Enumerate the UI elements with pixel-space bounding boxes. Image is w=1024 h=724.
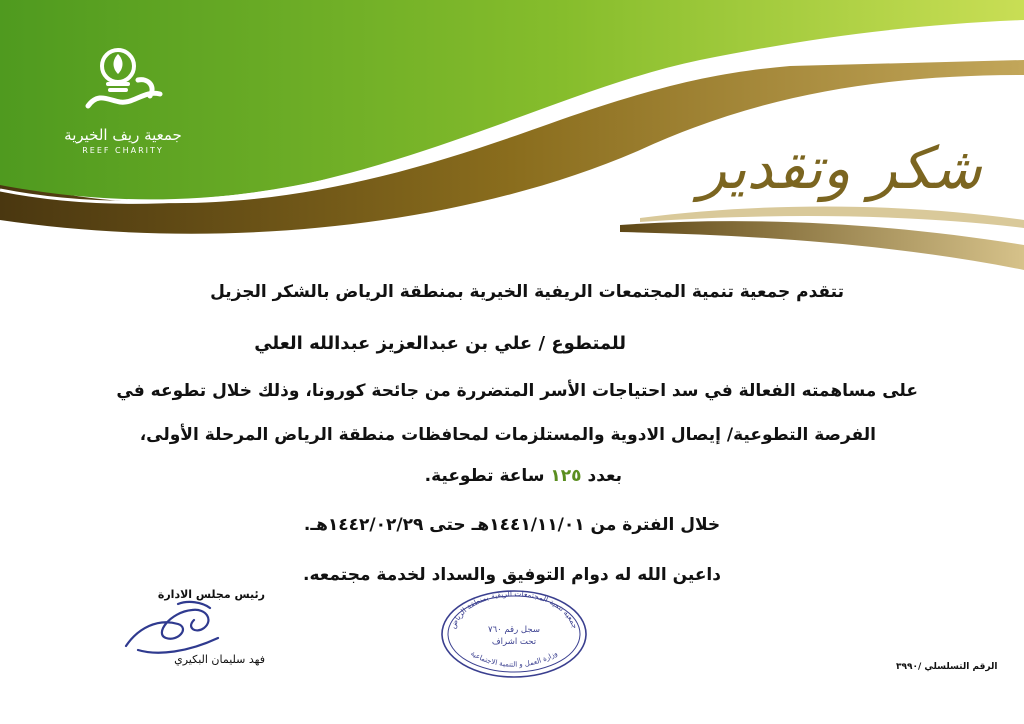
hours-prefix: بعدد	[587, 466, 622, 486]
stamp-supervision: تحت اشراف	[491, 637, 537, 647]
certificate-title: شكر وتقدير	[698, 134, 982, 202]
stamp-ministry-text: وزارة العمل و التنمية الاجتماعية	[469, 649, 559, 669]
opportunity-name: إيصال الادوية والمستلزمات لمحافظات منطقة الرياض المرحلة الأولى،	[139, 425, 721, 445]
recipient-prefix: للمتطوع /	[538, 333, 626, 354]
contribution-text: على مساهمته الفعالة في سد احتياجات الأسر المتضررة من جائحة كورونا، وذلك خلال تطوعه في	[116, 381, 918, 401]
stamp-registration: سجل رقم ٧٦٠	[488, 625, 540, 635]
stamp-ring-text: جمعية تنمية المجتمعات الريفية بمنطقة الرياض	[448, 588, 580, 630]
logo-arabic-name: جمعية ريف الخيرية	[64, 126, 182, 144]
handwritten-signature	[118, 598, 228, 658]
lightbulb-leaf-icon	[78, 40, 168, 120]
recipient-name: علي بن عبدالعزيز عبدالله العلي	[254, 333, 533, 354]
official-stamp	[438, 588, 590, 680]
opportunity-line	[140, 425, 876, 445]
signature-name: فهد سليمان البكيري	[174, 653, 265, 666]
hours-line	[425, 466, 622, 486]
serial-number: الرقم التسلسلي /٣٩٩٠	[896, 662, 998, 672]
period-text: خلال الفترة من ١٤٤١/١١/٠١هـ حتى ١٤٤٢/٠٢/٢٩هـ.	[303, 515, 721, 535]
intro-text: تتقدم جمعية تنمية المجتمعات الريفية الخيرية بمنطقة الرياض بالشكر الجزيل	[210, 282, 844, 302]
logo-english-name: REEF CHARITY	[82, 146, 164, 155]
hours-value: ١٢٥	[550, 466, 582, 486]
closing-text: داعين الله له دوام التوفيق والسداد لخدمة مجتمعه.	[303, 565, 721, 585]
hours-suffix: ساعة تطوعية.	[424, 466, 545, 486]
opportunity-prefix: الفرصة التطوعية/	[726, 425, 876, 445]
reef-charity-logo	[58, 40, 188, 170]
recipient-line	[254, 333, 626, 354]
signature-title: رئيس مجلس الادارة	[157, 588, 265, 601]
